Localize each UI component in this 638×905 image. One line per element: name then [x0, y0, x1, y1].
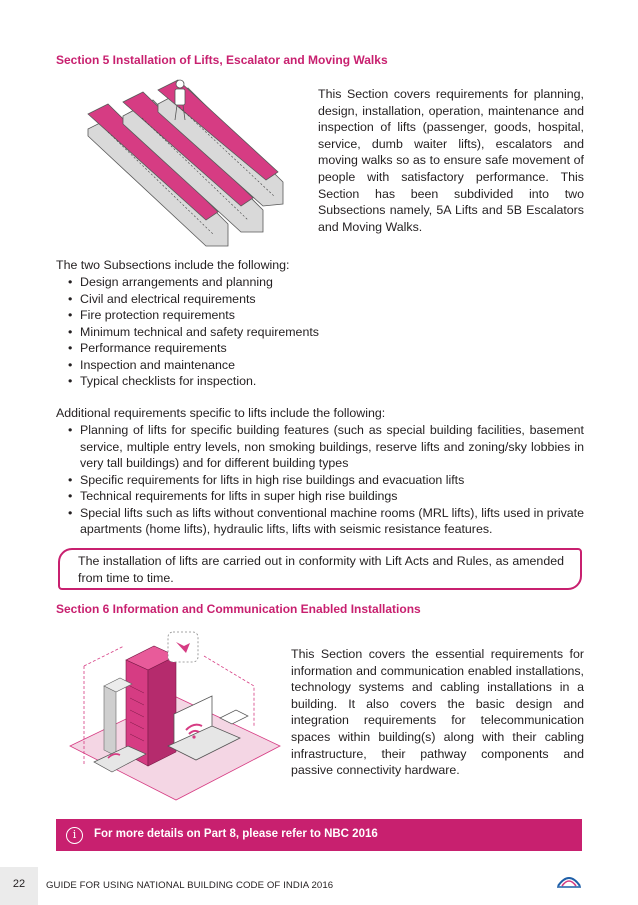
section-5-title: Section 5 Installation of Lifts, Escalator and Moving Walks — [56, 53, 388, 67]
subsections-list — [68, 274, 568, 390]
list-item: • Performance requirements — [68, 340, 568, 357]
list-item: • Specific requirements for lifts in high rise buildings and evacuation lifts — [68, 472, 584, 489]
list-item: • Inspection and maintenance — [68, 357, 568, 374]
subsections-lead: The two Subsections include the following: — [56, 258, 290, 272]
list-item: • Fire protection requirements — [68, 307, 568, 324]
list-item: • Civil and electrical requirements — [68, 291, 568, 308]
lift-acts-note-box — [58, 548, 582, 590]
list-item: • Design arrangements and planning — [68, 274, 568, 291]
bis-logo-icon — [556, 868, 582, 890]
section-6-title: Section 6 Information and Communication Enabled Installations — [56, 602, 421, 616]
list-item: • Planning of lifts for specific building features (such as special building facilities, basement service, multiple entry levels, non smoking buildings, reserve lifts and zoning/sky lobbies in very tall buildings) and for different building types — [68, 422, 584, 472]
page-number: 22 — [12, 878, 26, 890]
list-item: • Minimum technical and safety requirements — [68, 324, 568, 341]
list-item: • Special lifts such as lifts without conventional machine rooms (MRL lifts), lifts used in private apartments (home lifts), hydraulic lifts, lifts with seismic resistance features. — [68, 505, 584, 538]
list-item: • Technical requirements for lifts in super high rise buildings — [68, 488, 584, 505]
footer-title: GUIDE FOR USING NATIONAL BUILDING CODE OF INDIA 2016 — [46, 880, 334, 891]
escalator-illustration — [78, 74, 288, 249]
section-5-description: This Section covers requirements for planning, design, installation, operation, maintenance and inspection of lifts (passenger, goods, hospital, service, dumb waiter lifts), escalators and moving walks so as to ensure safe movement of people with satisfactory performance. This Section has been subdivided into two Subsections namely, 5A Lifts and 5B Escalators and Moving Walks. — [318, 87, 584, 234]
more-details-text: For more details on Part 8, please refer to NBC 2016 — [94, 828, 378, 840]
list-item: • Typical checklists for inspection. — [68, 373, 568, 390]
ict-illustration — [64, 626, 286, 804]
more-details-banner — [56, 819, 582, 851]
section-6-description: This Section covers the essential requirements for information and communication enabled installations, technology systems and cabling installations in a building. It also covers the basic design and integration requirements for telecommunication spaces within building(s) along with their cabling infrastructure, their pathway components and passive connectivity hardware. — [291, 647, 584, 778]
info-icon: i — [66, 827, 83, 844]
lift-requirements-list — [68, 422, 584, 538]
lift-acts-note: The installation of lifts are carried out in conformity with Lift Acts and Rules, as amended from time to time. — [78, 554, 564, 585]
lift-requirements-lead: Additional requirements specific to lifts include the following: — [56, 406, 386, 420]
